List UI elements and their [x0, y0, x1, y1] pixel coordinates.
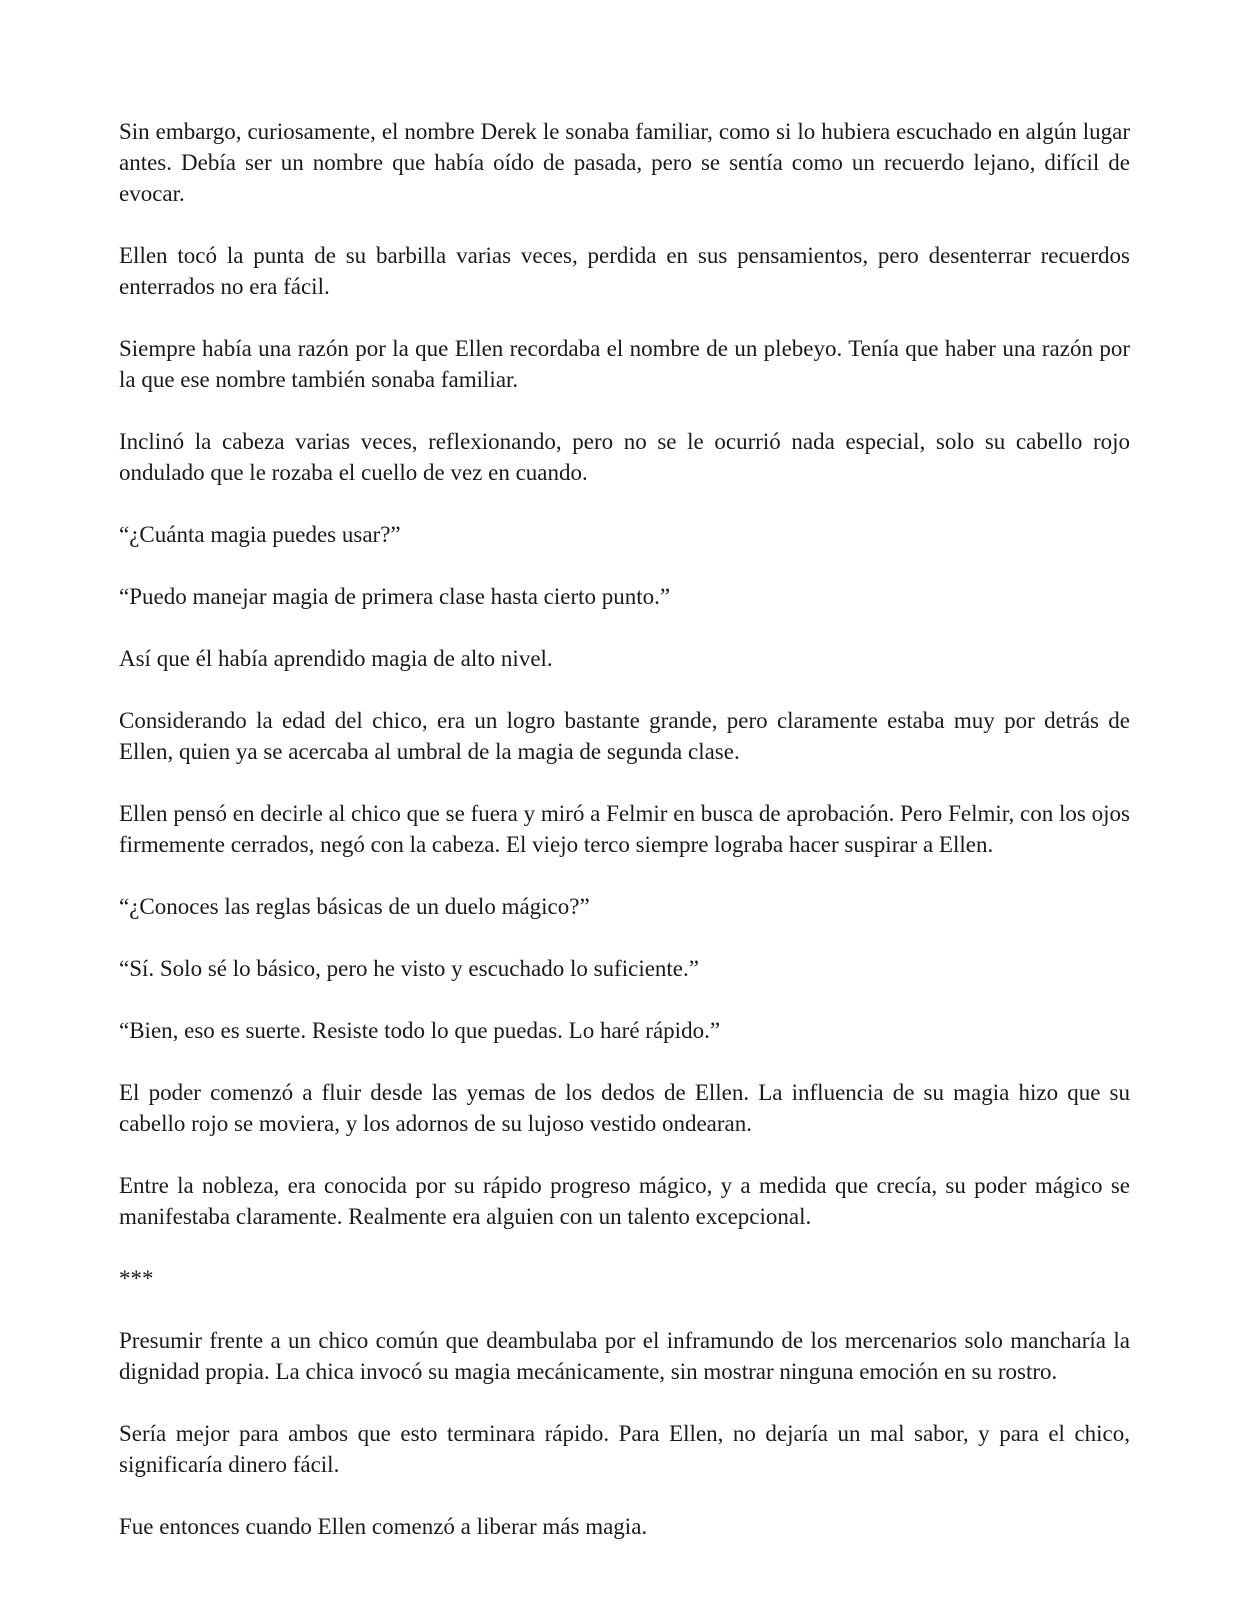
scene-break: *** [119, 1266, 154, 1291]
dialogue-line: “Bien, eso es suerte. Resiste todo lo que puedas. Lo haré rápido.” [119, 1018, 721, 1043]
paragraph: Fue entonces cuando Ellen comenzó a liberar más magia. [119, 1514, 648, 1539]
dialogue-line: “Puedo manejar magia de primera clase hasta cierto punto.” [119, 584, 671, 609]
paragraph: Sin embargo, curiosamente, el nombre Derek le sonaba familiar, como si lo hubiera escuchado en algún lugar antes. Debía ser un nombre que había oído de pasada, pero se sentía como un recuerdo lejano, difícil de evocar. [119, 119, 1130, 206]
paragraph: Ellen tocó la punta de su barbilla varias veces, perdida en sus pensamientos, pero desenterrar recuerdos enterrados no era fácil. [119, 243, 1130, 299]
paragraph: Considerando la edad del chico, era un logro bastante grande, pero claramente estaba muy por detrás de Ellen, quien ya se acercaba al umbral de la magia de segunda clase. [119, 708, 1130, 764]
dialogue-line: “¿Cuánta magia puedes usar?” [119, 522, 401, 547]
paragraph: Presumir frente a un chico común que deambulaba por el inframundo de los mercenarios solo mancharía la dignidad propia. La chica invocó su magia mecánicamente, sin mostrar ninguna emoción en su rostro. [119, 1328, 1130, 1384]
paragraph: Ellen pensó en decirle al chico que se fuera y miró a Felmir en busca de aprobación. Pero Felmir, con los ojos firmemente cerrados, negó con la cabeza. El viejo terco siempre lograba hacer suspirar a Ellen. [119, 801, 1130, 857]
paragraph: Entre la nobleza, era conocida por su rápido progreso mágico, y a medida que crecía, su poder mágico se manifestaba claramente. Realmente era alguien con un talento excepcional. [119, 1173, 1130, 1229]
paragraph: Inclinó la cabeza varias veces, reflexionando, pero no se le ocurrió nada especial, solo su cabello rojo ondulado que le rozaba el cuello de vez en cuando. [119, 429, 1130, 485]
dialogue-line: “¿Conoces las reglas básicas de un duelo mágico?” [119, 894, 590, 919]
dialogue-line: “Sí. Solo sé lo básico, pero he visto y escuchado lo suficiente.” [119, 956, 699, 981]
paragraph: Sería mejor para ambos que esto terminara rápido. Para Ellen, no dejaría un mal sabor, y para el chico, significaría dinero fácil. [119, 1421, 1130, 1477]
paragraph: Así que él había aprendido magia de alto nivel. [119, 646, 553, 671]
paragraph: El poder comenzó a fluir desde las yemas de los dedos de Ellen. La influencia de su magia hizo que su cabello rojo se moviera, y los adornos de su lujoso vestido ondearan. [119, 1080, 1130, 1136]
document-page [119, 116, 1130, 1573]
paragraph: Siempre había una razón por la que Ellen recordaba el nombre de un plebeyo. Tenía que haber una razón por la que ese nombre también sonaba familiar. [119, 336, 1130, 392]
